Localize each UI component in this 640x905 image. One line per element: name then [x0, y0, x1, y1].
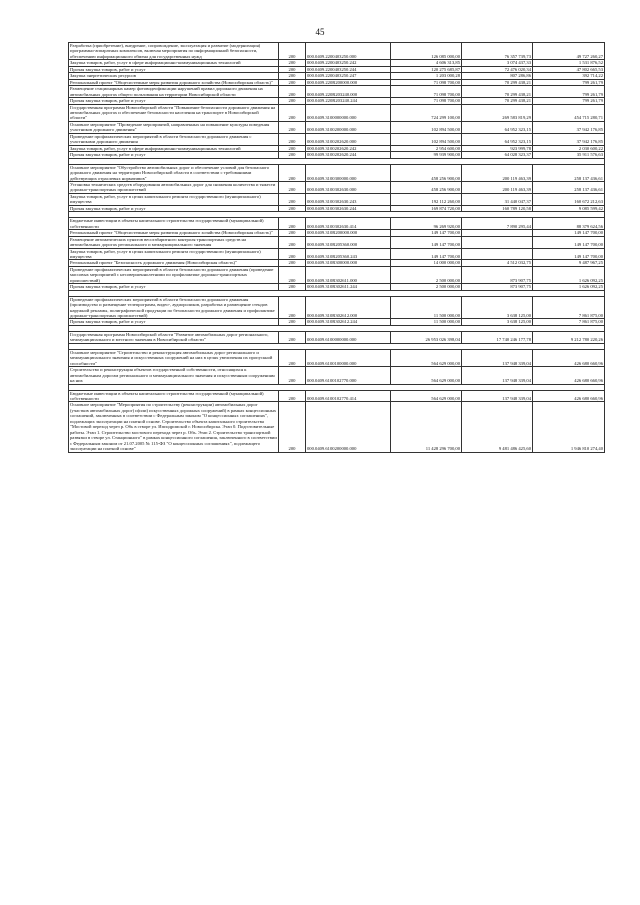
cell-name: Закупка товаров, работ, услуг в сфере информационно-коммуникационных технологий [69, 60, 279, 66]
cell-unexecuted-amount: 37 942 176,85 [533, 133, 605, 145]
cell-unexecuted-amount: 426 680 660,96 [533, 390, 605, 402]
cell-code: 200 [279, 296, 306, 319]
cell-code: 200 [279, 181, 306, 193]
cell-classification-code: 000.0409.3100202620.242 [306, 145, 391, 151]
cell-executed-amount: 3 638 125,00 [462, 296, 533, 319]
cell-name: Прочая закупка товаров, работ и услуг [69, 98, 279, 104]
cell-unexecuted-amount: 49 727 260,27 [533, 43, 605, 60]
cell-code: 200 [279, 205, 306, 211]
cell-executed-amount: 9 481 486 425,60 [462, 402, 533, 452]
cell-approved-amount: 564 629 000,00 [391, 390, 462, 402]
cell-name: Строительство и реконструкция объектов государственной собственности, относящихся к автомобильным дорогам регионального и межмуниципального значения и искусственным сооружениям на них [69, 367, 279, 384]
cell-unexecuted-amount: 799 261,79 [533, 79, 605, 85]
cell-unexecuted-amount: 7 861 875,00 [533, 296, 605, 319]
cell-executed-amount: 70 299 438,21 [462, 86, 533, 98]
cell-unexecuted-amount: 35 911 576,63 [533, 152, 605, 158]
cell-approved-amount: 71 098 700,00 [391, 98, 462, 104]
cell-unexecuted-amount: 149 147 700,00 [533, 248, 605, 260]
cell-executed-amount: 873 907,75 [462, 284, 533, 290]
cell-classification-code: 000.0409.6100000000.000 [306, 331, 391, 343]
cell-name: Основное мероприятие "Строительство и реконструкция автомобильных дорог регионального и межмуниципального значения и искусственных сооружений на них в целях увеличения их пропускной способности" [69, 349, 279, 366]
cell-code: 200 [279, 248, 306, 260]
cell-approved-amount: 102 894 500,00 [391, 121, 462, 133]
cell-name: Бюджетные инвестиции в объекты капитального строительства государственной (муниципальной) собственности [69, 390, 279, 402]
table-row [69, 218, 605, 230]
cell-classification-code: 000.0409.3100302630.244 [306, 205, 391, 211]
cell-executed-amount: 70 299 438,21 [462, 79, 533, 85]
cell-executed-amount: 807 286,86 [462, 73, 533, 79]
cell-approved-amount: 1 203 000,28 [391, 73, 462, 79]
cell-code: 200 [279, 73, 306, 79]
table-row [69, 121, 605, 133]
cell-name: Основное мероприятие "Обустройство автомобильных дорог и обеспечение условий для безопасного дорожного движения на территории Новосибирской области в соответствии с требованиями действующих отраслевых нормативов" [69, 164, 279, 181]
table-row [69, 248, 605, 260]
cell-executed-amount: 200 119 463,39 [462, 181, 533, 193]
cell-unexecuted-amount: 799 261,79 [533, 98, 605, 104]
cell-classification-code: 000.0409.220R200000.000 [306, 79, 391, 85]
cell-code: 200 [279, 164, 306, 181]
cell-code: 200 [279, 236, 306, 248]
cell-unexecuted-amount: 1 946 810 274,40 [533, 402, 605, 452]
table-row [69, 86, 605, 98]
cell-executed-amount: 4 512 032,75 [462, 260, 533, 266]
cell-name: Проведение профилактических мероприятий в области безопасности дорожного движения (производство и размещение телепрограмм, видео-, аудиороликов, разработка и размещение стендов наружной рекламы, полиграфической продукции по безопасности дорожного движения и профилактике дорожно-транспортных происшествий) [69, 296, 279, 319]
cell-approved-amount: 149 147 700,00 [391, 248, 462, 260]
cell-name: Размещение стационарных камер фотовидеофиксации нарушений правил дорожного движения на автомобильных дорогах общего пользования на территории Новосибирской области [69, 86, 279, 98]
cell-approved-amount: 2 954 600,00 [391, 145, 462, 151]
cell-name: Региональный проект "Общесистемные меры развития дорожного хозяйства (Новосибирская область)" [69, 79, 279, 85]
cell-approved-amount: 2 500 000,00 [391, 284, 462, 290]
table-row [69, 367, 605, 384]
table-row [69, 296, 605, 319]
cell-name: Основное мероприятие "Проведение мероприятий, направленных на повышение культуры поведения участников дорожного движения" [69, 121, 279, 133]
cell-code: 200 [279, 402, 306, 452]
cell-executed-amount: 31 440 047,37 [462, 193, 533, 205]
cell-name: Основное мероприятие "Мероприятия по строительству (реконструкции) автомобильных дорог (участков автомобильных дорог) и(или) искусственных дорожных сооружений) в рамках концессионных соглашений, заключенных в соответствии с Федеральным законом "О концессионных соглашениях", подлежащих эксплуатации на платной основе. Строительство объекта капитального строительства "Мостовой переход через р. Обь в створе ул. Ипподромской г. Новосибирска. Этап 0. Подготовительные работы. Этап 1. Строительство мостового перехода через р. Обь. Этап 2. Строительство транспортной развязки в створе ул. Станционного" в рамках концессионного соглашения, заключенного в соответствии с Федеральным законом от 21.07.2005 № 115-ФЗ "О концессионных соглашениях", подлежащего эксплуатации на платной основе" [70, 402, 277, 452]
cell-classification-code: 000.0409.3100300000.000 [306, 164, 391, 181]
cell-name: Государственная программа Новосибирской области "Развитие автомобильных дорог регионального, межмуниципального и местного значения в Новосибирской области" [69, 331, 279, 343]
cell-code: 200 [279, 79, 306, 85]
cell-name: Прочая закупка товаров, работ и услуг [69, 152, 279, 158]
table-row [69, 402, 605, 452]
table-row [69, 164, 605, 181]
cell-name: Закупка товаров, работ, услуг в сфере информационно-коммуникационных технологий [69, 145, 279, 151]
cell-approved-amount: 724 299 100,00 [391, 104, 462, 121]
cell-unexecuted-amount: 7 861 875,00 [533, 319, 605, 325]
cell-unexecuted-amount: 799 261,79 [533, 86, 605, 98]
table-row [69, 79, 605, 85]
cell-approved-amount: 149 147 700,00 [391, 230, 462, 236]
cell-code: 200 [279, 230, 306, 236]
budget-execution-table [68, 42, 605, 453]
cell-unexecuted-amount: 258 137 436,61 [533, 164, 605, 181]
table-row [69, 181, 605, 193]
cell-executed-amount: 70 299 438,21 [462, 98, 533, 104]
cell-code: 200 [279, 60, 306, 66]
cell-approved-amount: 458 256 900,00 [391, 181, 462, 193]
cell-approved-amount: 99 939 900,00 [391, 152, 462, 158]
cell-code: 200 [279, 152, 306, 158]
cell-classification-code: 000.0409.310R300000.000 [306, 260, 391, 266]
cell-classification-code: 000.0409.2200403250.000 [306, 43, 391, 60]
cell-approved-amount: 11 500 000,00 [391, 319, 462, 325]
table-row [69, 60, 605, 66]
cell-executed-amount: 137 948 339,04 [462, 390, 533, 402]
cell-name: Региональный проект "Общесистемные меры развития дорожного хозяйства (Новосибирская область)" [69, 230, 279, 236]
cell-name: Региональный проект "Безопасность дорожного движения (Новосибирская область)" [69, 260, 279, 266]
cell-code: 200 [279, 133, 306, 145]
cell-code: 200 [279, 86, 306, 98]
cell-unexecuted-amount: 426 680 660,96 [533, 367, 605, 384]
cell-unexecuted-amount: 426 680 660,96 [533, 349, 605, 366]
cell-approved-amount: 71 098 700,00 [391, 79, 462, 85]
cell-unexecuted-amount: 258 137 436,61 [533, 181, 605, 193]
table-row [69, 236, 605, 248]
cell-classification-code: 000.0409.220R203240.244 [306, 98, 391, 104]
cell-unexecuted-amount: 9 487 967,25 [533, 260, 605, 266]
cell-unexecuted-amount: 88 379 624,56 [533, 218, 605, 230]
cell-classification-code: 000.0409.220R203240.000 [306, 86, 391, 98]
cell-classification-code: 000.0409.310R302611.000 [306, 266, 391, 283]
cell-executed-amount: 873 907,75 [462, 266, 533, 283]
cell-code: 200 [279, 319, 306, 325]
cell-executed-amount: 200 119 463,39 [462, 164, 533, 181]
cell-classification-code: 000.0409.2200403250.247 [306, 73, 391, 79]
cell-classification-code: 000.0409.3100302630.243 [306, 193, 391, 205]
table-row [69, 260, 605, 266]
cell-unexecuted-amount: 454 715 280,71 [533, 104, 605, 121]
cell-executed-amount: 3 074 437,33 [462, 60, 533, 66]
cell-executed-amount: 269 583 819,29 [462, 104, 533, 121]
cell-code: 200 [279, 390, 306, 402]
cell-approved-amount: 96 269 920,00 [391, 218, 462, 230]
cell-approved-amount: 102 894 500,00 [391, 133, 462, 145]
cell-executed-amount: 76 357 739,73 [462, 43, 533, 60]
cell-name: Установка технических средств оборудования автомобильных дорог для снижения количества и тяжести дорожно-транспортных происшествий [69, 181, 279, 193]
table-row [69, 104, 605, 121]
cell-code: 200 [279, 349, 306, 366]
cell-code: 200 [279, 218, 306, 230]
cell-classification-code: 000.0409.6100100000.000 [306, 349, 391, 366]
cell-executed-amount: 137 948 339,04 [462, 349, 533, 366]
cell-code: 200 [279, 121, 306, 133]
cell-code: 200 [279, 145, 306, 151]
cell-approved-amount: 11 428 296 700,00 [391, 402, 462, 452]
cell-code: 200 [279, 367, 306, 384]
table-row [69, 43, 605, 60]
cell-name: Бюджетные инвестиции в объекты капитального строительства государственной (муниципальной) собственности [69, 218, 279, 230]
cell-classification-code: 000.0409.2200403250.244 [306, 66, 391, 72]
cell-approved-amount: 458 256 900,00 [391, 164, 462, 181]
cell-name: Проведение профилактических мероприятий в области безопасности дорожного движения с участниками дорожного движения [69, 133, 279, 145]
cell-unexecuted-amount: 47 802 665,53 [533, 66, 605, 72]
cell-code: 200 [279, 66, 306, 72]
cell-classification-code: 000.0409.310R302612.000 [306, 296, 391, 319]
cell-code: 200 [279, 43, 306, 60]
cell-name: Закупка товаров, работ, услуг в целях капитального ремонта государственного (муниципального) имущества [69, 248, 279, 260]
cell-classification-code: 000.0409.2200403250.242 [306, 60, 391, 66]
cell-code: 200 [279, 98, 306, 104]
cell-name: Государственная программа Новосибирской области "Повышение безопасности дорожного движения на автомобильных дорогах и обеспечение безопасности населения на транспорте в Новосибирской области" [69, 104, 279, 121]
cell-approved-amount: 14 000 000,00 [391, 260, 462, 266]
cell-executed-amount: 64 952 323,15 [462, 133, 533, 145]
cell-unexecuted-amount: 1 531 876,52 [533, 60, 605, 66]
cell-classification-code: 000.0409.310R200000.000 [306, 230, 391, 236]
cell-classification-code: 000.0409.310R302611.244 [306, 284, 391, 290]
cell-classification-code: 000.0409.310R205360.243 [306, 248, 391, 260]
table-row [69, 349, 605, 366]
cell-name: Прочая закупка товаров, работ и услуг [69, 66, 279, 72]
cell-approved-amount: 169 874 720,00 [391, 205, 462, 211]
cell-classification-code: 000.0409.3100202620.000 [306, 133, 391, 145]
table-row [69, 266, 605, 283]
cell-approved-amount: 120 275 685,87 [391, 66, 462, 72]
table-row [69, 193, 605, 205]
cell-approved-amount: 4 606 313,85 [391, 60, 462, 66]
table-row [69, 133, 605, 145]
cell-approved-amount: 126 085 000,00 [391, 43, 462, 60]
cell-unexecuted-amount: 1 626 092,25 [533, 266, 605, 283]
cell-unexecuted-amount: 37 942 176,85 [533, 121, 605, 133]
cell-executed-amount: 17 740 246 177,78 [462, 331, 533, 343]
cell-code: 200 [279, 193, 306, 205]
cell-approved-amount: 564 629 000,00 [391, 367, 462, 384]
cell-name: Прочая закупка товаров, работ и услуг [69, 319, 279, 325]
table-row [69, 331, 605, 343]
cell-executed-amount: 137 948 339,04 [462, 367, 533, 384]
cell-executed-amount: 160 789 120,58 [462, 205, 533, 211]
table-row [69, 145, 605, 151]
cell-classification-code: 000.0409.3100202620.244 [306, 152, 391, 158]
cell-executed-amount [462, 248, 533, 260]
cell-code: 200 [279, 331, 306, 343]
cell-unexecuted-amount: 392 714,22 [533, 73, 605, 79]
cell-approved-amount: 71 098 700,00 [391, 86, 462, 98]
cell-executed-amount: 72 476 020,34 [462, 66, 533, 72]
cell-executed-amount [462, 236, 533, 248]
cell-classification-code: 000.0409.6100102770.414 [306, 390, 391, 402]
cell-name: Разработка (приобретение), внедрение, сопровождение, эксплуатация и развитие (модернизация) программно-аппаратных комплексов, включая мероприятия по информационной безопасности, обеспечению информационного обмена для государственных нужд [69, 43, 279, 60]
cell-unexecuted-amount: 2 030 600,22 [533, 145, 605, 151]
cell-approved-amount: 26 953 026 398,04 [391, 331, 462, 343]
cell-code: 200 [279, 266, 306, 283]
cell-classification-code: 000.0409.6100102770.000 [306, 367, 391, 384]
cell-executed-amount: 64 952 323,15 [462, 121, 533, 133]
cell-executed-amount: 3 638 125,00 [462, 319, 533, 325]
cell-unexecuted-amount: 149 147 700,00 [533, 230, 605, 236]
cell-classification-code: 000.0409.3100302630.000 [306, 181, 391, 193]
cell-classification-code: 000.0409.310R302612.244 [306, 319, 391, 325]
table-body [69, 43, 605, 453]
cell-unexecuted-amount: 9 085 599,42 [533, 205, 605, 211]
cell-approved-amount: 192 112 260,00 [391, 193, 462, 205]
cell-executed-amount: 7 890 295,44 [462, 218, 533, 230]
cell-unexecuted-amount: 160 672 212,63 [533, 193, 605, 205]
cell-name: Прочая закупка товаров, работ и услуг [69, 205, 279, 211]
cell-unexecuted-amount: 149 147 700,00 [533, 236, 605, 248]
cell-approved-amount: 149 147 700,00 [391, 236, 462, 248]
cell-classification-code: 000.0409.3100302630.414 [306, 218, 391, 230]
cell-classification-code: 000.0409.6100200000.000 [306, 402, 391, 452]
cell-code: 200 [279, 284, 306, 290]
cell-name: Проведение профилактических мероприятий в области безопасности дорожного движения (проведение массовых мероприятий с несовершеннолетними по профилактике дорожно-транспортных происшествий) [69, 266, 279, 283]
cell-name: Размещение автоматических пунктов весогабаритного контроля транспортных средств на автомобильных дорогах регионального и межмуниципального значения [69, 236, 279, 248]
cell-name: Закупка энергетических ресурсов [69, 73, 279, 79]
cell-classification-code: 000.0409.310R205360.000 [306, 236, 391, 248]
cell-unexecuted-amount: 1 626 092,25 [533, 284, 605, 290]
cell-executed-amount: 923 999,78 [462, 145, 533, 151]
page-number: 45 [315, 27, 325, 37]
cell-executed-amount: 64 028 323,37 [462, 152, 533, 158]
cell-name: Прочая закупка товаров, работ и услуг [69, 284, 279, 290]
cell-name: Закупка товаров, работ, услуг в целях капитального ремонта государственного (муниципального) имущества [69, 193, 279, 205]
cell-approved-amount: 11 500 000,00 [391, 296, 462, 319]
cell-classification-code: 000.0409.3100200000.000 [306, 121, 391, 133]
cell-code: 200 [279, 260, 306, 266]
table-row [69, 390, 605, 402]
cell-classification-code: 000.0409.3100000000.000 [306, 104, 391, 121]
cell-approved-amount: 2 500 000,00 [391, 266, 462, 283]
cell-unexecuted-amount: 9 212 780 220,26 [533, 331, 605, 343]
cell-code: 200 [279, 104, 306, 121]
cell-approved-amount: 564 629 000,00 [391, 349, 462, 366]
